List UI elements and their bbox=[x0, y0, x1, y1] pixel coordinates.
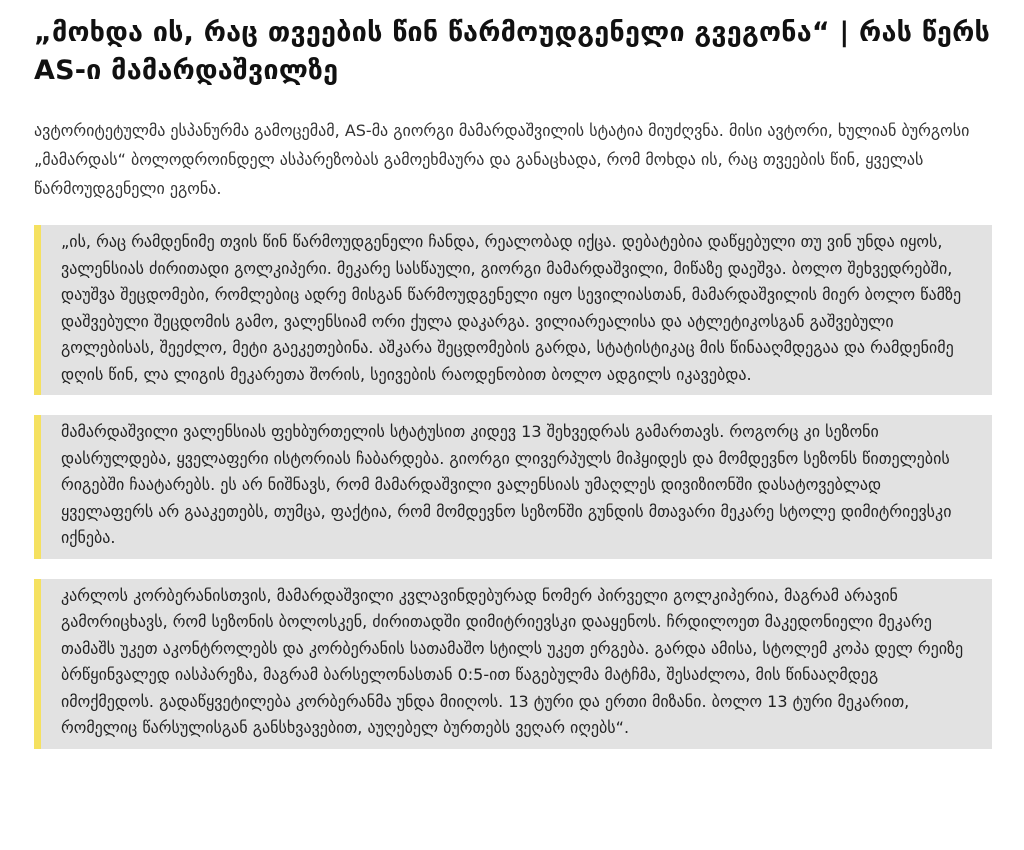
article-lead: ავტორიტეტულმა ესპანურმა გამოცემამ, AS-მა გიორგი მამარდაშვილის სტატია მიუძღვნა. მისი ავტორი, ხულიან ბურგოსი „მამარდას“ ბოლოდროინდელ ასპარეზობას გამოეხმაურა და განაცხადა, რომ მოხდა ის, რაც თვეების წინ, ყველას წარმოუდგენელი ეგონა. bbox=[34, 121, 970, 198]
quote-block-3: კარლოს კორბერანისთვის, მამარდაშვილი კვლავინდებურად ნომერ პირველი გოლკიპერია, მაგრამ არავინ გამორიცხავს, რომ სეზონის ბოლოსკენ, ძირითადში დიმიტრიევსკი დააყენოს. ჩრდილოეთ მაკედონიელი მეკარე თამაშს უკეთ აკონტროლებს და კორბერანის სათამაშო სტილს უკეთ ერგება. გარდა ამისა, სტოლემ კოპა დელ რეიზე ბრწყინვალედ იასპარეზა, მაგრამ ბარსელონასთან 0:5-ით წაგებულმა მატჩმა, შესაძლოა, მის წინააღმდეგ იმოქმედოს. გადაწყვეტილება კორბერანმა უნდა მიიღოს. 13 ტური და ერთი მიზანი. ბოლო 13 ტური მეკარით, რომელიც წარსულისგან განსხვავებით, აუღებელ ბურთებს ვეღარ იღებს“. bbox=[34, 579, 992, 749]
article-title: „მოხდა ის, რაც თვეების წინ წარმოუდგენელი გვეგონა“ | რას წერს AS-ი მამარდაშვილზე bbox=[34, 17, 991, 86]
quote-block-1: „ის, რაც რამდენიმე თვის წინ წარმოუდგენელი ჩანდა, რეალობად იქცა. დებატებია დაწყებული თუ ვინ უნდა იყოს, ვალენსიას ძირითადი გოლკიპერი. მეკარე სასწაული, გიორგი მამარდაშვილი, მიწაზე დაეშვა. ბოლო შეხვედრებში, დაუშვა შეცდომები, რომლებიც ადრე მისგან წარმოუდგენელი იყო სევილიასთან, მამარდაშვილის მიერ ბოლო წამზე დაშვებული შეცდომის გამო, ვალენსიამ ორი ქულა დაკარგა. ვილიარეალისა და ატლეტიკოსგან გაშვებული გოლებისას, შეეძლო, მეტი გაეკეთებინა. აშკარა შეცდომების გარდა, სტატისტიკაც მის წინააღმდეგაა და რამდენიმე დღის წინ, ლა ლიგის მეკარეთა შორის, სეივების რაოდენობით ბოლო ადგილს იკავებდა. bbox=[34, 225, 992, 395]
quote-block-2: მამარდაშვილი ვალენსიას ფეხბურთელის სტატუსით კიდევ 13 შეხვედრას გამართავს. როგორც კი სეზონი დასრულდება, ყველაფერი ისტორიას ჩაბარდება. გიორგი ლივერპულს მიჰყიდეს და მომდევნო სეზონს წითელების რიგებში ჩაატარებს. ეს არ ნიშნავს, რომ მამარდაშვილი ვალენსიას უმაღლეს დივიზიონში დასატოვებლად ყველაფერს არ გააკეთებს, თუმცა, ფაქტია, რომ მომდევნო სეზონში გუნდის მთავარი მეკარე სტოლე დიმიტრიევსკი იქნება. bbox=[34, 415, 992, 559]
